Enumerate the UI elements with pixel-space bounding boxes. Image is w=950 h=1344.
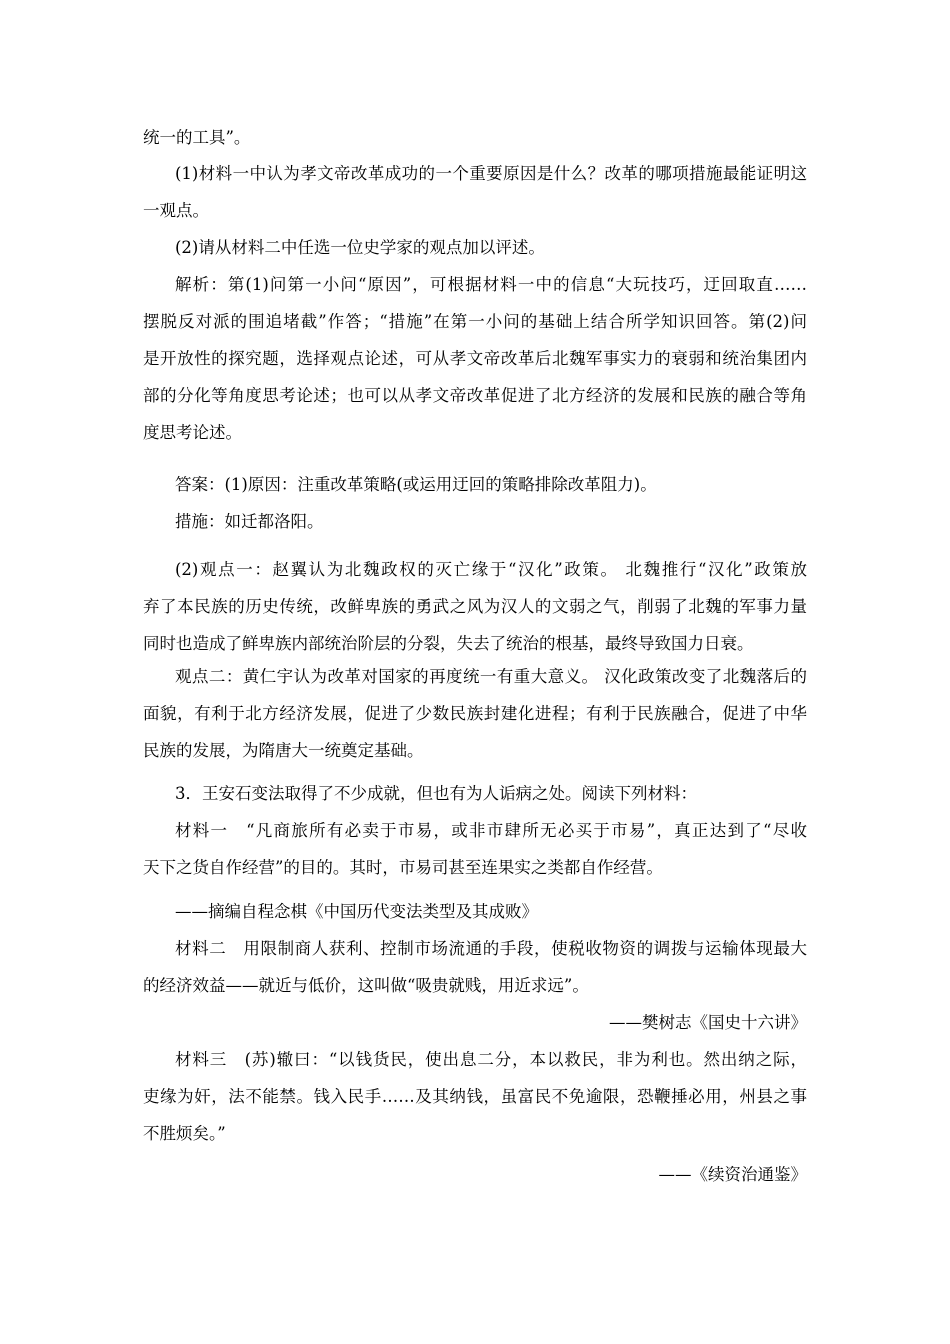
material-3: 材料三 (苏)辙曰：“以钱货民，使出息二分，本以救民，非为利也。然出纳之际，: [175, 1050, 807, 1069]
text-line: 度思考论述。: [143, 423, 242, 442]
answer-line: 答案：(1)原因：注重改革策略(或运用迂回的策略排除改革阻力)。: [175, 475, 657, 494]
material-2-source: ——樊树志《国史十六讲》: [609, 1013, 807, 1032]
text-line: 一观点。: [143, 201, 209, 220]
text-line: 面貌，有利于北方经济发展，促进了少数民族封建化进程；有利于民族融合，促进了中华: [143, 704, 807, 723]
text-line: 弃了本民族的历史传统，改鲜卑族的勇武之风为汉人的文弱之气，削弱了北魏的军事力量: [143, 597, 807, 616]
material-3-source: ——《续资治通鉴》: [658, 1165, 807, 1184]
text-line: 统一的工具”。: [143, 128, 251, 147]
material-1-source: ——摘编自程念棋《中国历代变法类型及其成败》: [175, 902, 538, 921]
question-2: (2)请从材料二中任选一位史学家的观点加以评述。: [175, 238, 545, 257]
text-line: 不胜烦矣。”: [143, 1124, 226, 1143]
text-line: 吏缘为奸，法不能禁。钱入民手……及其纳钱，虽富民不免逾限，恐鞭捶必用，州县之事: [143, 1087, 807, 1106]
text-line: 部的分化等角度思考论述；也可以从孝文帝改革促进了北方经济的发展和民族的融合等角: [143, 386, 807, 405]
viewpoint-2: 观点二：黄仁宇认为改革对国家的再度统一有重大意义。 汉化政策改变了北魏落后的: [175, 667, 807, 686]
question-3: 3．王安石变法取得了不少成就，但也有为人诟病之处。阅读下列材料：: [175, 784, 697, 803]
text-line: 是开放性的探究题，选择观点论述，可从孝文帝改革后北魏军事实力的衰弱和统治集团内: [143, 349, 807, 368]
question-1: (1)材料一中认为孝文帝改革成功的一个重要原因是什么？改革的哪项措施最能证明这: [175, 164, 807, 183]
answer-measure: 措施：如迁都洛阳。: [175, 512, 324, 531]
text-line: 同时也造成了鲜卑族内部统治阶层的分裂，失去了统治的根基，最终导致国力日衰。: [143, 634, 754, 653]
material-1: 材料一 “凡商旅所有必卖于市易，或非市肆所无必买于市易”，真正达到了“尽收: [175, 821, 807, 840]
text-line: 的经济效益——就近与低价，这叫做“吸贵就贱，用近求远”。: [143, 976, 589, 995]
text-line: 天下之货自作经营”的目的。其时，市易司甚至连果实之类都自作经营。: [143, 858, 663, 877]
analysis-heading-line: 解析：第(1)问第一小问“原因”，可根据材料一中的信息“大玩技巧，迂回取直……: [175, 275, 807, 294]
material-2: 材料二 用限制商人获利、控制市场流通的手段，使税收物资的调拨与运输体现最大: [175, 939, 807, 958]
text-line: 摆脱反对派的围追堵截”作答；“措施”在第一小问的基础上结合所学知识回答。第(2)问: [143, 312, 807, 331]
viewpoint-1: (2)观点一：赵翼认为北魏政权的灭亡缘于“汉化”政策。 北魏推行“汉化”政策放: [175, 560, 807, 579]
text-line: 民族的发展，为隋唐大一统奠定基础。: [143, 741, 424, 760]
